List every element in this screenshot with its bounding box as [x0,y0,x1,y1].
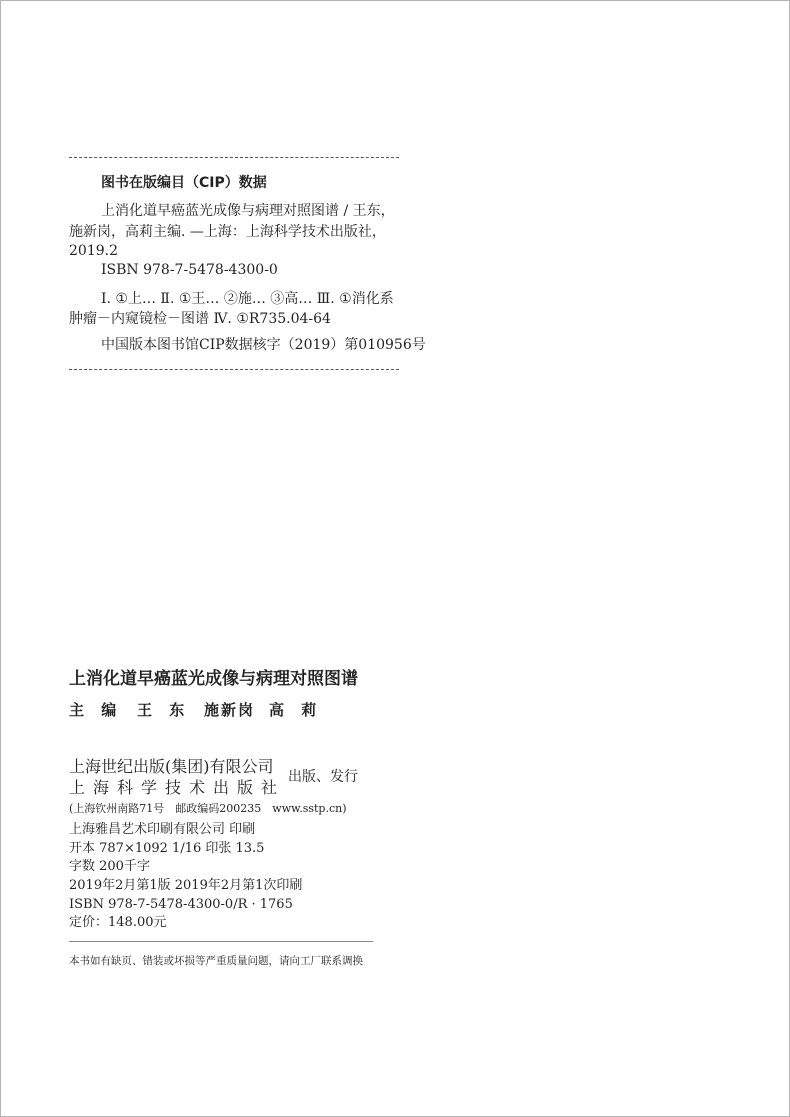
publisher-group: 上海世纪出版(集团)有限公司 [69,757,274,776]
cip-line-publisher: 施新岗，高莉主编. —上海：上海科学技术出版社， [69,224,386,240]
book-title: 上消化道早癌蓝光成像与病理对照图谱 [69,669,358,689]
publisher-name: 上 海 科 学 技 术 出 版 社 [69,778,277,797]
editor-name: 施新岗 [204,701,256,719]
cip-line-classification: Ⅰ. ①上… Ⅱ. ①王… ②施… ③高… Ⅲ. ①消化系 [101,291,394,307]
publisher-address: (上海钦州南路71号 邮政编码200235 www.sstp.cn) [69,802,347,815]
editor-name: 高 莉 [269,701,323,719]
price: 定价：148.00元 [69,915,167,930]
cip-top-divider [69,157,399,158]
isbn: ISBN 978-7-5478-4300-0/R · 1765 [69,897,293,912]
editor-name: 王 东 [137,701,191,719]
cip-line-record-number: 中国版本图书馆CIP数据核字（2019）第010956号 [101,337,426,353]
edition-info: 2019年2月第1版 2019年2月第1次印刷 [69,878,303,893]
cip-heading: 图书在版编目（CIP）数据 [101,175,267,191]
cip-line-date: 2019.2 [69,243,118,259]
word-count: 字数 200千字 [69,859,150,874]
cip-bottom-divider [69,369,399,370]
publisher-role: 出版、发行 [288,769,358,785]
editors-label: 主 编 [69,701,123,719]
quality-notice: 本书如有缺页、错装或坏损等严重质量问题，请向工厂联系调换 [69,955,363,967]
notice-divider [69,941,373,942]
printer: 上海雅昌艺术印刷有限公司 印刷 [69,822,256,837]
cip-line-title: 上消化道早癌蓝光成像与病理对照图谱 / 王东， [101,203,395,219]
format-spec: 开本 787×1092 1/16 印张 13.5 [69,841,265,856]
cip-line-subject: 肿瘤－内窥镜检－图谱 Ⅳ. ①R735.04-64 [69,311,331,327]
cip-line-isbn: ISBN 978-7-5478-4300-0 [101,262,278,278]
